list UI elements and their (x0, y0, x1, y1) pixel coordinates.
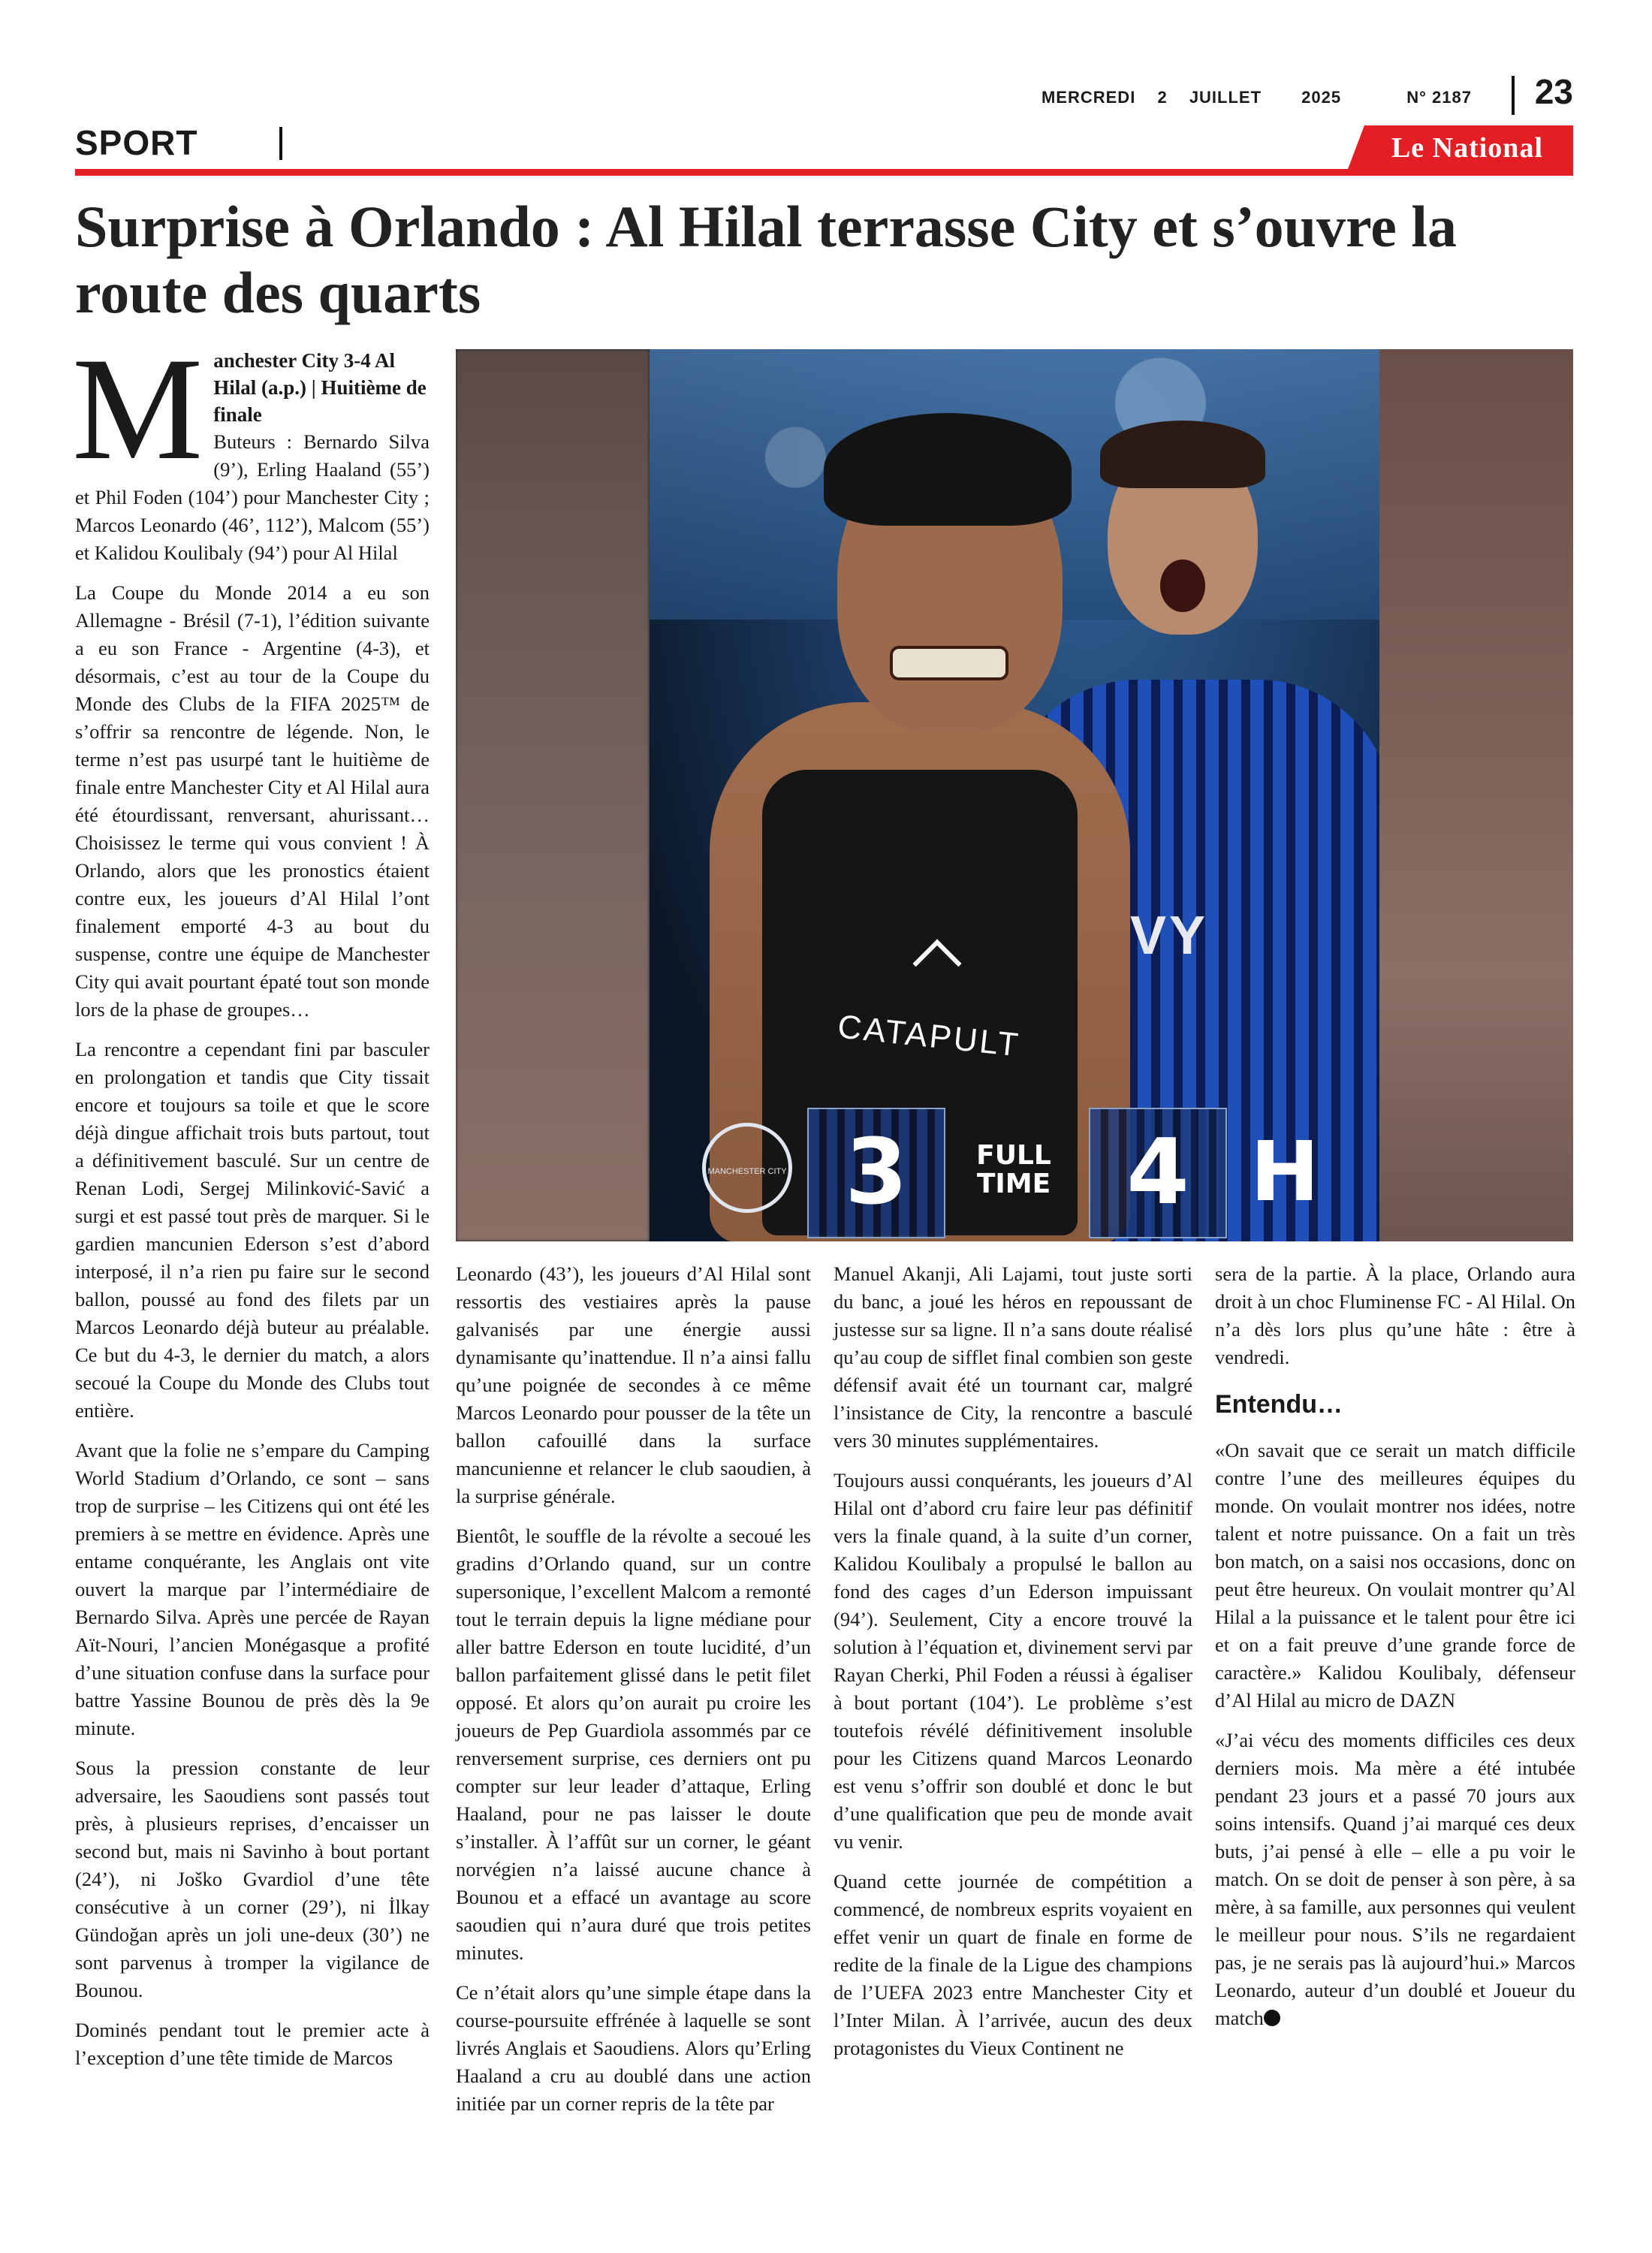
full-time-line-2: TIME (976, 1169, 1051, 1199)
section-divider (279, 127, 282, 160)
quote-text: «J’ai vécu des moments difficiles ces deux derniers mois. Ma mère a été intubée pendant 23 jours et a passé 70 jours aux soins intensifs. Quand j’ai marqué ces deux buts, j’ai pensé à elle – elle a pu voir le match. On se doit de penser à son père, à sa mère, à sa famille, aux personnes qui veulent le meilleur pour nous. S’ils ne regardaient pas, je ne serais pas là aujourd’hui.» Marcos Leonardo, auteur d’un doublé et Joueur du match (1215, 1729, 1575, 2029)
article-paragraph: La Coupe du Monde 2014 a eu son Allemagne - Brésil (7-1), l’édition suivante a eu son France - Argentine (4-3), et désormais, c’est au tour de la Coupe du Monde des Clubs de la FIFA 2025™ de s’offrir sa rencontre de légende. Non, le terme n’est pas usurpé tant le huitième de finale entre Manchester City et Al Hilal aura été étourdissant, renversant, ahurissant… Choisissez le terme qui vous convient ! À Orlando, alors que les pronostics étaient contre eux, les joueurs d’Al Hilal l’ont finalement emporté 4-3 au bout du suspense, contre une équipe de Manchester City qui avait pourtant épaté tout son monde lors de la phase de groupes… (75, 581, 430, 1021)
manchester-city-badge-icon: MANCHESTER CITY (702, 1123, 792, 1213)
quote-paragraph: «On savait que ce serait un match difficile contre l’une des meilleures équipes du monde. On voulait montrer nos idées, notre talent et notre puissance. On a fait un très bon match, on a saisi nos occasions, donc on peut être heureux. On voulait montrer qu’Al Hilal a la puissance et le talent pour être ici et on a fait preuve d’une grande force de caractère.» Kalidou Koulibaly, défenseur d’Al Hilal au micro de DAZN (1215, 1439, 1575, 1712)
article-column-2 (456, 1260, 811, 2130)
celebrating-player-hair (824, 413, 1072, 526)
quotes-heading: Entendu… (1215, 1390, 1343, 1419)
article-paragraph: Bientôt, le souffle de la révolte a secoué les gradins d’Orlando quand, sur un contre supersonique, l’excellent Malcom a remonté tout le terrain depuis la ligne médiane pour aller battre Ederson en toute lucidité, d’un ballon parfaitement glissé dans le petit filet opposé. Et alors qu’on aurait pu croire les joueurs de Pep Guardiola assommés par ce renversement surprise, ces derniers ont pu compter sur leur leader d’attaque, Erling Haaland, pour ne pas laisser le doute s’installer. À l’affût sur un corner, le géant norvégien n’a laissé aucune chance à Bounou et a effacé un avantage au score saoudien qui n’aura duré que trois petites minutes. (456, 1525, 811, 1964)
vest-sponsor: CATAPULT (836, 1008, 1022, 1064)
match-photo (456, 349, 1573, 1241)
issue-day: MERCREDI (1041, 88, 1136, 107)
al-hilal-player-hair (1100, 421, 1265, 488)
away-score: 4 (1089, 1108, 1227, 1238)
issue-meta (1025, 88, 1472, 107)
page-number-divider (1512, 76, 1515, 115)
full-time-label (954, 1142, 1074, 1199)
header-rule (75, 169, 1573, 176)
issue-month: JUILLET (1189, 88, 1262, 107)
lead-paragraph (72, 327, 430, 567)
photo-blur-left (456, 349, 650, 1241)
article-paragraph: Dominés pendant tout le premier acte à l’exception d’une tête timide de Marcos (75, 2019, 430, 2069)
article-column-3 (834, 1260, 1192, 2074)
article-paragraph: Leonardo (43’), les joueurs d’Al Hilal sont ressortis des vestiaires après la pause galvanisés par une énergie aussi dynamisante qu’inattendue. Il n’a ainsi fallu qu’une poignée de secondes à ce même Marcos Leonardo pour pousser de la tête un ballon cafouillé dans la surface mancunienne et relancer le club saoudien, à la surprise générale. (456, 1262, 811, 1507)
article-paragraph: Manuel Akanji, Ali Lajami, tout juste sorti du banc, a joué les héros en repoussant de justesse sur sa ligne. Il n’a sans doute réalisé qu’au coup de sifflet final combien son geste défensif avait été un tournant car, malgré l’insistance de City, la rencontre a basculé vers 30 minutes supplémentaires. (834, 1262, 1192, 1452)
brand-name: Le National (1391, 132, 1543, 164)
article-paragraph: Avant que la folie ne s’empare du Camping World Stadium d’Orlando, ce sont – sans trop de surprise – les Citizens qui ont été les premiers à se mettre en évidence. Après une entame conquérante, les Anglais ont vite ouvert la marque par l’intermédiaire de Bernardo Silva. Après une percée de Rayan Aït-Nouri, l’ancien Monégasque a profité d’une situation confuse dans la surface pour battre Yassine Bounou de près dès la 9e minute. (75, 1439, 430, 1739)
photo-blur-right (1379, 349, 1573, 1241)
scoreboard-overlay (650, 1108, 1379, 1228)
page-number: 23 (1534, 72, 1573, 111)
masthead (75, 71, 1573, 180)
al-hilal-player-mouth (1160, 559, 1205, 612)
article-paragraph: Toujours aussi conquérants, les joueurs d’Al Hilal ont d’abord cru faire leur pas définitif vers la finale quand, à la suite d’un corner, Kalidou Koulibaly a propulsé le ballon au fond des cages d’un Ederson impuissant (94’). Seulement, City a encore trouvé la solution à l’équation et, divinement servi par Rayan Cherki, Phil Foden a réussi à égaliser à bout portant (104’). Le problème s’est toutefois révélé définitivement insoluble pour les Citizens quand Marcos Leonardo est venu s’offrir son doublé et donc le but d’une qualification que peu de monde avait vu venir. (834, 1469, 1192, 1853)
match-scorers: Buteurs : Bernardo Silva (9’), Erling Haaland (55’) et Phil Foden (104’) pour Manchester City ; Marcos Leonardo (46’, 112’), Malcom (55’) et Kalidou Koulibaly (94’) pour Al Hilal (75, 430, 430, 564)
celebrating-player-teeth (890, 646, 1008, 680)
home-score: 3 (807, 1108, 945, 1238)
article-column-4 (1215, 1260, 1575, 2044)
article-column-1 (72, 327, 430, 2084)
section-label: SPORT (75, 123, 198, 162)
article-paragraph: Ce n’était alors qu’une simple étape dans la course-poursuite effrénée à laquelle se sont livrés Anglais et Saoudiens. Alors qu’Erling Haaland a cru au doublé dans une action initiée par un corner repris de la tête par (456, 1981, 811, 2115)
jersey-sponsor-partial: VY (1130, 906, 1209, 966)
article-headline: Surprise à Orlando : Al Hilal terrasse City et s’ouvre la route des quarts (75, 194, 1458, 325)
article-paragraph: La rencontre a cependant fini par basculer en prolongation et tandis que City tissait encore et toujours sa toile et que le score déjà dingue affichait trois buts partout, tout a définitivement basculé. Sur un centre de Renan Lodi, Sergej Milinković-Savić a surgi et est passé tout près de marquer. Si le gardien mancunien Ederson s’est d’abord interposé, il n’a rien pu faire sur le second ballon, poussé au fond des filets par un Marcos Leonardo déjà buteur au préalable. Ce but du 4-3, le dernier du match, a alors secoué la Coupe du Monde des Clubs tout entière. (75, 1038, 430, 1422)
match-result-title: anchester City 3-4 Al Hilal (a.p.) | Huitième de finale (213, 349, 427, 426)
issue-date: 2 (1157, 88, 1168, 107)
full-time-line-1: FULL (976, 1140, 1051, 1171)
article-paragraph: sera de la partie. À la place, Orlando aura droit à un choc Fluminense FC - Al Hilal. On n’a dès lors plus qu’une hâte : être à vendredi. (1215, 1262, 1575, 1368)
issue-year: 2025 (1301, 88, 1342, 107)
quote-paragraph (1215, 1727, 1575, 2032)
al-hilal-badge-icon: H (1250, 1123, 1320, 1220)
article-paragraph: Sous la pression constante de leur adversaire, les Saoudiens sont passés tout près, à plusieurs reprises, d’encaisser un second but, mais ni Savinho à bout portant (24’), ni Joško Gvardiol d’une tête consécutive à un corner (29’), ni İlkay Gündoğan après un joli une-deux (30’) ne sont parvenus à tromper la vigilance de Bounou. (75, 1757, 430, 2001)
article-paragraph: Quand cette journée de compétition a commencé, de nombreux esprits voyaient en effet venir un quart de finale en forme de redite de la finale de la Ligue des champions de l’UEFA 2023 entre Manchester City et l’Inter Milan. À l’arrivée, aucun des deux protagonistes du Vieux Continent ne (834, 1870, 1192, 2059)
dropcap: M (72, 327, 203, 490)
end-of-article-icon (1264, 2010, 1280, 2026)
issue-number: N° 2187 (1406, 88, 1472, 107)
